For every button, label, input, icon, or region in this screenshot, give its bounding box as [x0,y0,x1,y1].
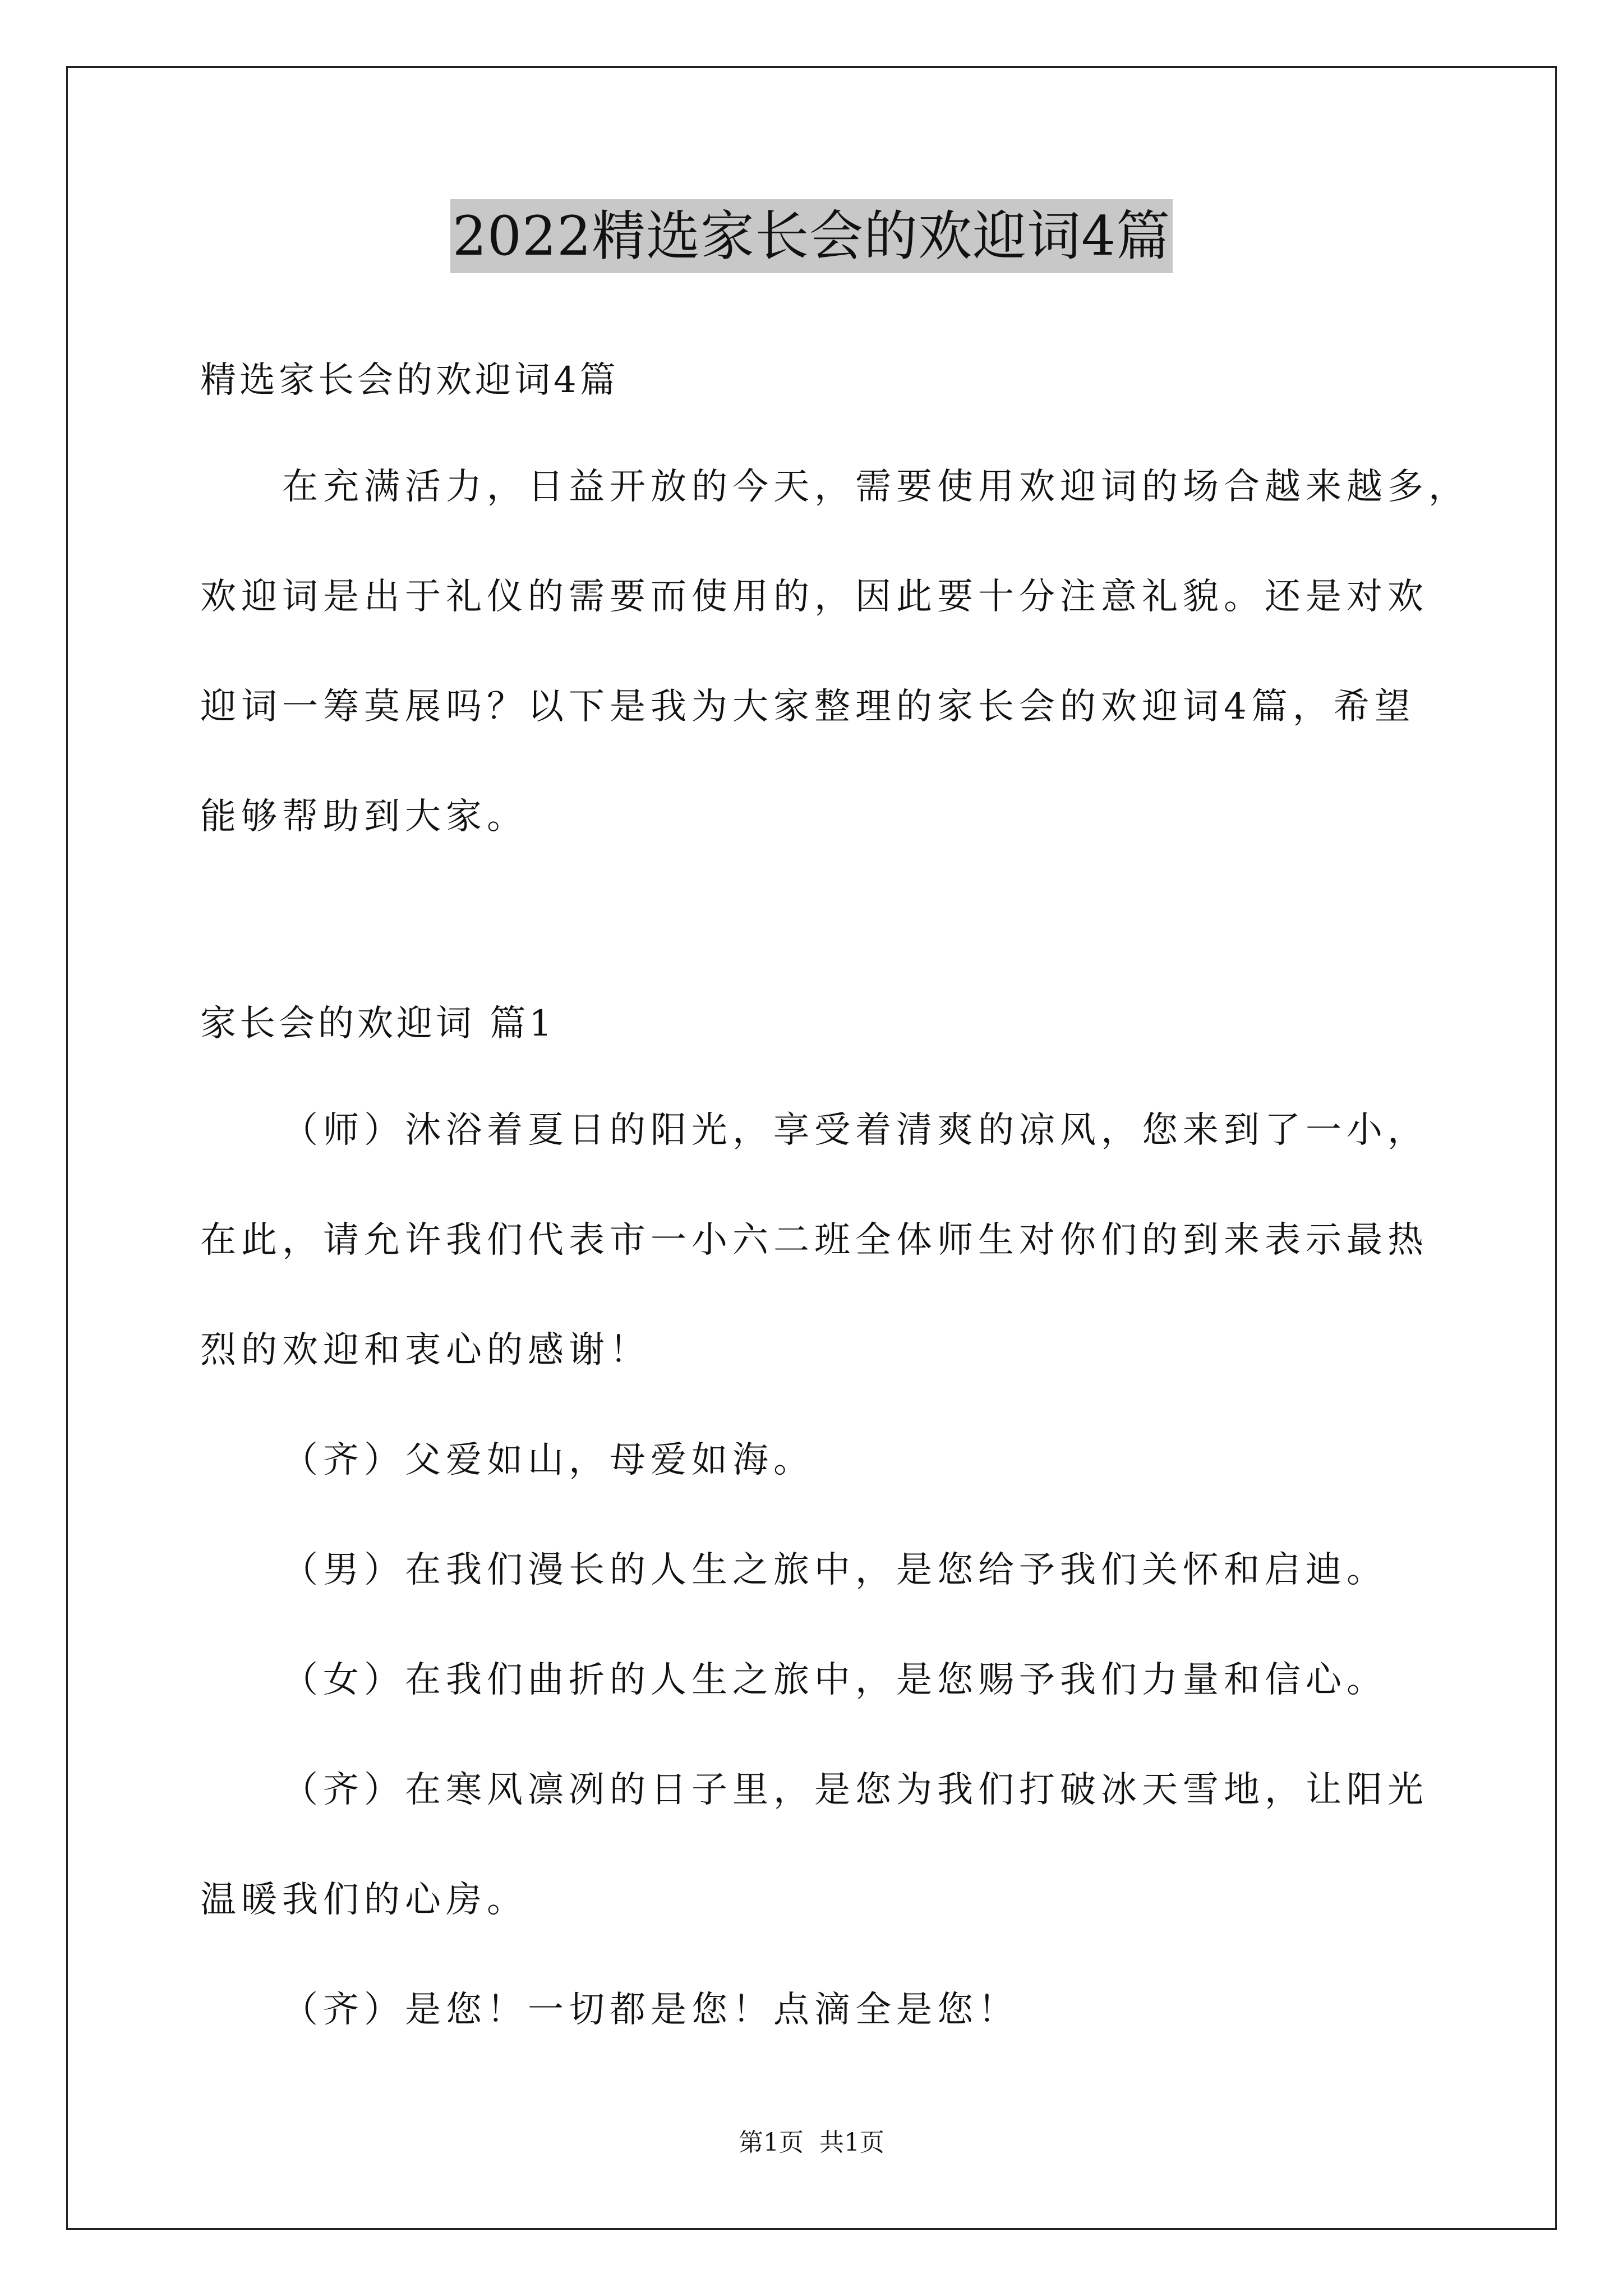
intro-line: 能够帮助到大家。 [200,796,528,838]
section-line: （女）在我们曲折的人生之旅中，是您赐予我们力量和信心。 [282,1659,1387,1701]
section-line: （男）在我们漫长的人生之旅中，是您给予我们关怀和启迪。 [282,1549,1387,1591]
title-wrap [0,199,1623,273]
section-line: （齐）是您！一切都是您！点滴全是您！ [282,1989,1019,2031]
section-heading: 家长会的欢迎词 篇1 [200,1003,556,1045]
intro-paragraph [200,460,1469,900]
section-line: 温暖我们的心房。 [200,1879,528,1921]
intro-line: 迎词一筹莫展吗？以下是我为大家整理的家长会的欢迎词4篇，希望 [200,686,1415,728]
section-line: （师）沐浴着夏日的阳光，享受着清爽的凉风，您来到了一小， [282,1110,1428,1151]
section-line: （齐）在寒风凛冽的日子里，是您为我们打破冰天雪地，让阳光 [282,1769,1428,1811]
section-line: 在此，请允许我们代表市一小六二班全体师生对你们的到来表示最热 [200,1220,1428,1261]
section-line: （齐）父爱如山，母爱如海。 [282,1439,814,1481]
section-body [200,1103,1440,2093]
page-footer: 第1页 共1页 [739,2128,884,2157]
document-subtitle: 精选家长会的欢迎词4篇 [200,360,619,401]
intro-line: 欢迎词是出于礼仪的需要而使用的，因此要十分注意礼貌。还是对欢 [200,576,1428,618]
section-line: 烈的欢迎和衷心的感谢！ [200,1329,651,1371]
intro-line: 在充满活力，日益开放的今天，需要使用欢迎词的场合越来越多， [282,466,1469,508]
document-title: 2022精选家长会的欢迎词4篇 [450,199,1173,273]
